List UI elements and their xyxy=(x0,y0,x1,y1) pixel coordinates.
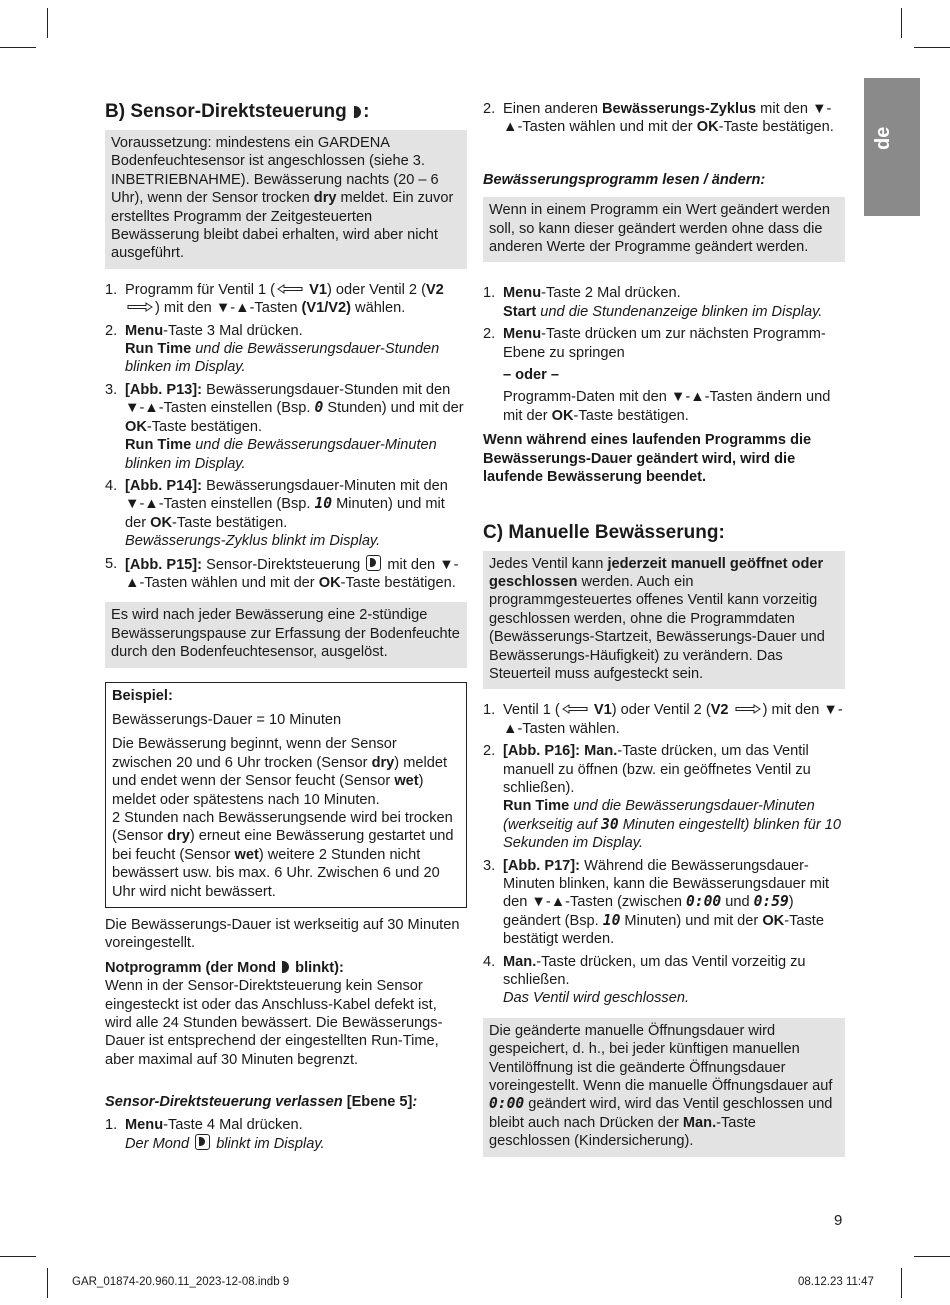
emergency-title: Notprogramm (der Mond blinkt): xyxy=(105,959,344,976)
list-item: 4. [Abb. P14]: Bewässerungsdauer-Minuten mit den ▼-▲-Tasten einstellen (Bsp. 10 Minuten) und mit der OK-Taste bestätigen. Bewässerungs-Zyklus blinkt im Display. xyxy=(105,477,448,550)
list-item: 3. [Abb. P13]: Bewässerungsdauer-Stunden mit den ▼-▲-Tasten einstellen (Bsp. 0 Stunden) und mit der OK-Taste bestätigen. Run Time und die Bewässerungsdauer-Minuten blinken im Display. xyxy=(105,381,464,472)
warning-text: Wenn während eines laufenden Programms die Bewässerungs-Dauer geändert wird, wird die laufende Bewässerung beendet. xyxy=(483,432,812,486)
example-title: Beispiel: xyxy=(112,687,173,704)
default-duration-text: Die Bewässerungs-Dauer ist werkseitig auf 30 Minuten voreingestellt. xyxy=(105,917,460,952)
read-steps xyxy=(483,284,845,425)
read-program-title: Bewässerungsprogramm lesen / ändern: xyxy=(483,171,766,188)
crop-mark xyxy=(914,1256,950,1257)
arrow-right-icon xyxy=(127,302,153,312)
crop-mark xyxy=(901,8,902,38)
moon-icon xyxy=(366,555,381,571)
crop-mark xyxy=(901,1268,902,1298)
crop-mark xyxy=(0,1256,36,1257)
crop-mark xyxy=(47,1268,48,1298)
section-b-heading: B) Sensor-Direktsteuerung : xyxy=(105,101,370,122)
footer-date: 08.12.23 11:47 xyxy=(798,1276,874,1288)
list-item: 2. Menu-Taste 3 Mal drücken. Run Time und die Bewässerungsdauer-Stunden blinken im Display. xyxy=(105,322,440,376)
leave-title: Sensor-Direktsteuerung verlassen [Ebene 5]: xyxy=(105,1094,418,1111)
list-item: 2. Menu-Taste drücken um zur nächsten Programm-Ebene zu springen – oder – Programm-Daten mit den ▼-▲-Tasten ändern und mit der OK-Taste bestätigen. xyxy=(483,326,831,424)
list-item: 2. Einen anderen Bewässerungs-Zyklus mit den ▼-▲-Tasten wählen und mit der OK-Taste bestätigen. xyxy=(483,101,834,136)
list-item: 1. Ventil 1 ( V1) oder Ventil 2 (V2 ) mit den ▼-▲-Tasten wählen. xyxy=(483,702,843,737)
arrow-left-icon xyxy=(562,704,588,714)
section-c-heading: C) Manuelle Bewässerung: xyxy=(483,521,725,543)
left-column xyxy=(105,100,467,1164)
arrow-right-icon xyxy=(735,704,761,714)
list-item: 2. [Abb. P16]: Man.-Taste drücken, um das Ventil manuell zu öffnen (bzw. ein geöffnetes Ventil zu schließen). Run Time und die Bewässerungsdauer-Minuten (werkseitig auf 30 Minuten eingestellt) blinken für 10 Sekunden im Display. xyxy=(483,743,841,852)
read-program-box: Wenn in einem Programm ein Wert geändert werden soll, so kann dieser geändert werden ohne dass die anderen Werte der Programme geändert werden. xyxy=(483,197,845,262)
footer-file: GAR_01874-20.960.11_2023-12-08.indb 9 xyxy=(72,1276,290,1288)
language-tab xyxy=(864,78,920,216)
cycle-step xyxy=(483,100,845,137)
moon-icon xyxy=(282,961,289,973)
manual-steps xyxy=(483,701,845,1008)
leave-steps xyxy=(105,1116,467,1154)
manual-info-box: Jedes Ventil kann jederzeit manuell geöffnet oder geschlossen werden. Auch ein programmgesteuertes offenes Ventil kann vorzeitig geschlossen werden, ohne die Programmdaten (Bewässerungs-Startzeit, Bewässerungs-Dauer und Bewässerungs-Häufigkeit) zu verändern. Das Steuerteil muss aufgesteckt sein. xyxy=(483,551,845,690)
emergency-text: Wenn in der Sensor-Direktsteuerung kein Sensor eingesteckt ist oder das Anschluss-Kabel defekt ist, wird alle 24 Stunden bewässert. Die Bewässerungs-Dauer ist entsprechend der eingestellten Run-Time, aber maximal auf 30 Minuten begrenzt. xyxy=(105,978,443,1068)
crop-mark xyxy=(914,47,950,48)
crop-mark xyxy=(0,47,36,48)
child-lock-box: Die geänderte manuelle Öffnungsdauer wird gespeichert, d. h., bei jeder künftigen manuellen Ventilöffnung ist die geänderte Öffnungsdauer voreingestellt. Wenn die manuelle Öffnungsdauer auf 0:00 geändert wird, wird das Ventil geschlossen und bleibt auch nach Drücken der Man.-Taste geschlossen (Kindersicherung). xyxy=(483,1018,845,1157)
crop-mark xyxy=(47,8,48,38)
prerequisite-box: Voraussetzung: mindestens ein GARDENA Bodenfeuchtesensor ist angeschlossen (siehe 3. INBETRIEBNAHME). Bewässerung nachts (20 – 6 Uhr), wenn der Sensor trocken dry meldet. Ein zuvor erstelltes Programm der Zeitgesteuerten Bewässerung bleibt dabei erhalten, wird aber nicht ausgeführt. xyxy=(105,130,467,269)
right-column xyxy=(483,100,845,1169)
list-item: 1. Programm für Ventil 1 ( V1) oder Ventil 2 (V2 ) mit den ▼-▲-Tasten (V1/V2) wählen. xyxy=(105,281,444,317)
list-item: 4. Man.-Taste drücken, um das Ventil vorzeitig zu schließen. Das Ventil wird geschlossen. xyxy=(483,953,806,1007)
sensor-steps xyxy=(105,281,467,593)
arrow-left-icon xyxy=(277,284,303,294)
page-number: 9 xyxy=(834,1212,843,1229)
list-item: 1. Menu-Taste 4 Mal drücken. Der Mond blinkt im Display. xyxy=(105,1116,325,1153)
moon-icon xyxy=(354,106,361,118)
example-paragraph: Die Bewässerung beginnt, wenn der Sensor zwischen 20 und 6 Uhr trocken (Sensor dry) meldet und endet wenn der Sensor feucht (Sensor wet) meldet oder spätestens nach 10 Minuten. 2 Stunden nach Bewässerungsende wird bei trocken (Sensor dry) erneut eine Bewässerung gestartet und bei feucht (Sensor wet) weitere 2 Stunden nicht bewässert usw. bis max. 6 Uhr. Zwischen 6 und 20 Uhr wird nicht bewässert. xyxy=(112,736,454,900)
moon-icon xyxy=(195,1134,210,1150)
list-item: 5. [Abb. P15]: Sensor-Direktsteuerung mit den ▼-▲-Tasten wählen und mit der OK-Taste bestätigen. xyxy=(105,555,459,591)
list-item: 1. Menu-Taste 2 Mal drücken. Start und die Stundenanzeige blinken im Display. xyxy=(483,285,823,320)
language-tab-label: de xyxy=(872,126,894,150)
example-line: Bewässerungs-Dauer = 10 Minuten xyxy=(112,711,342,728)
list-item: 3. [Abb. P17]: Während die Bewässerungsdauer-Minuten blinken, kann die Bewässerungsdauer mit den ▼-▲-Tasten (zwischen 0:00 und 0:59) geändert (Bsp. 10 Minuten) und mit der OK-Taste bestätigt werden. xyxy=(483,857,830,948)
pause-note-box: Es wird nach jeder Bewässerung eine 2-stündige Bewässerungspause zur Erfassung der Bodenfeuchte durch den Bodenfeuchtesensor, ausgelöst. xyxy=(105,602,467,667)
example-box xyxy=(105,682,467,908)
